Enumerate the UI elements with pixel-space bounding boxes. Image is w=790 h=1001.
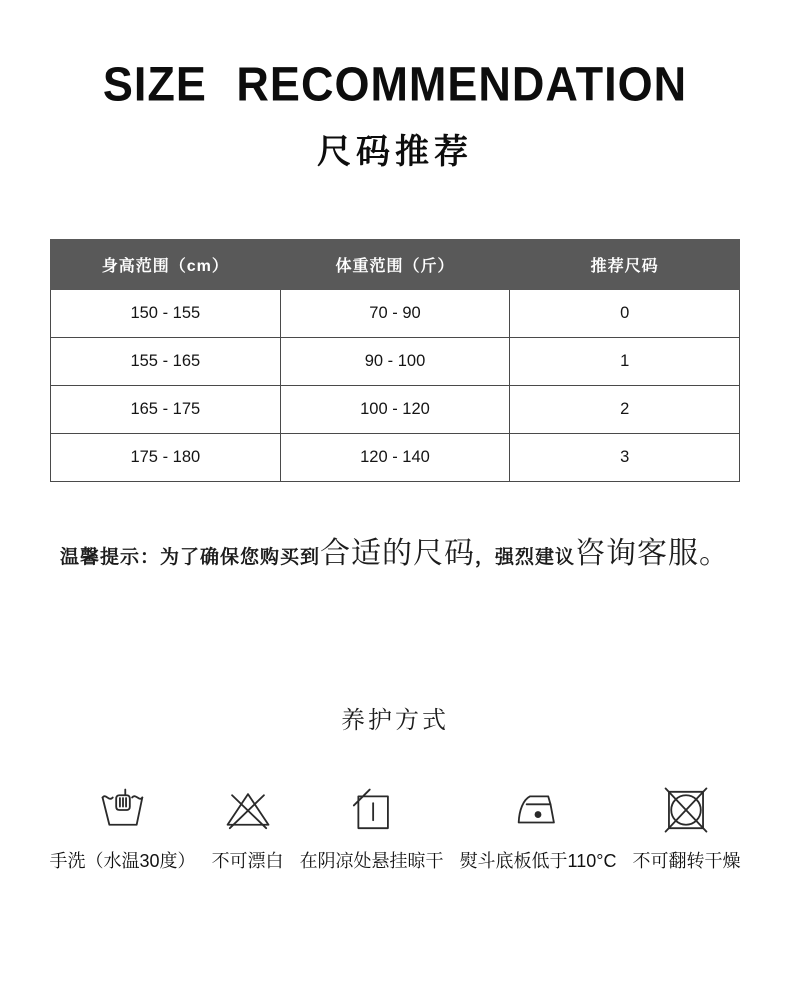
care-item-label: 熨斗底板低于110°C [459,851,617,871]
table-cell: 155 - 165 [51,338,281,386]
no-tumble-dry-icon [661,781,711,839]
table-cell: 120 - 140 [280,434,510,482]
care-item [300,781,444,873]
care-item [212,781,284,873]
tip-segment: 咨询客服。 [575,537,731,570]
care-item-label: 手洗（水温30度） [49,851,196,871]
tip-segment: ， [475,547,496,568]
care-item-label: 不可漂白 [211,851,284,871]
table-cell: 0 [510,290,740,338]
page-title-english: SIZE RECOMMENDATION [102,56,688,112]
table-cell: 2 [510,386,740,434]
table-header-row [51,240,740,290]
size-table-head [51,240,740,290]
care-item [50,781,196,873]
care-item-label: 不可翻转干燥 [632,851,741,871]
tip-segment: 为了确保您购买到 [159,547,320,568]
table-header-cell: 推荐尺码 [510,240,740,290]
table-cell: 3 [510,434,740,482]
table-row [51,338,740,386]
tip-segment: 温馨提示： [59,547,160,568]
size-recommendation-table [50,239,740,482]
table-cell: 1 [510,338,740,386]
care-item [632,781,740,873]
care-item-label: 在阴凉处悬挂晾干 [299,851,444,871]
tip-segment: 合适的尺码 [320,537,475,570]
table-header-cell: 身高范围（cm） [51,240,281,290]
shade-dry-icon [347,781,397,839]
table-cell: 90 - 100 [280,338,510,386]
table-cell: 70 - 90 [280,290,510,338]
care-icons-row [0,781,790,873]
care-item [460,781,617,873]
table-row [51,386,740,434]
table-cell: 175 - 180 [51,434,281,482]
service-tip [0,528,790,572]
tip-segment: 强烈建议 [495,547,576,568]
table-cell: 150 - 155 [51,290,281,338]
table-header-cell: 体重范围（斤） [280,240,510,290]
iron-low-temp-icon [513,781,563,839]
table-row [51,434,740,482]
table-cell: 165 - 175 [51,386,281,434]
hand-wash-icon [98,781,148,839]
page-title-chinese: 尺码推荐 [317,133,473,171]
table-cell: 100 - 120 [280,386,510,434]
no-bleach-icon [223,781,273,839]
size-table-body [51,290,740,482]
care-section-title: 养护方式 [341,707,449,734]
table-row [51,290,740,338]
